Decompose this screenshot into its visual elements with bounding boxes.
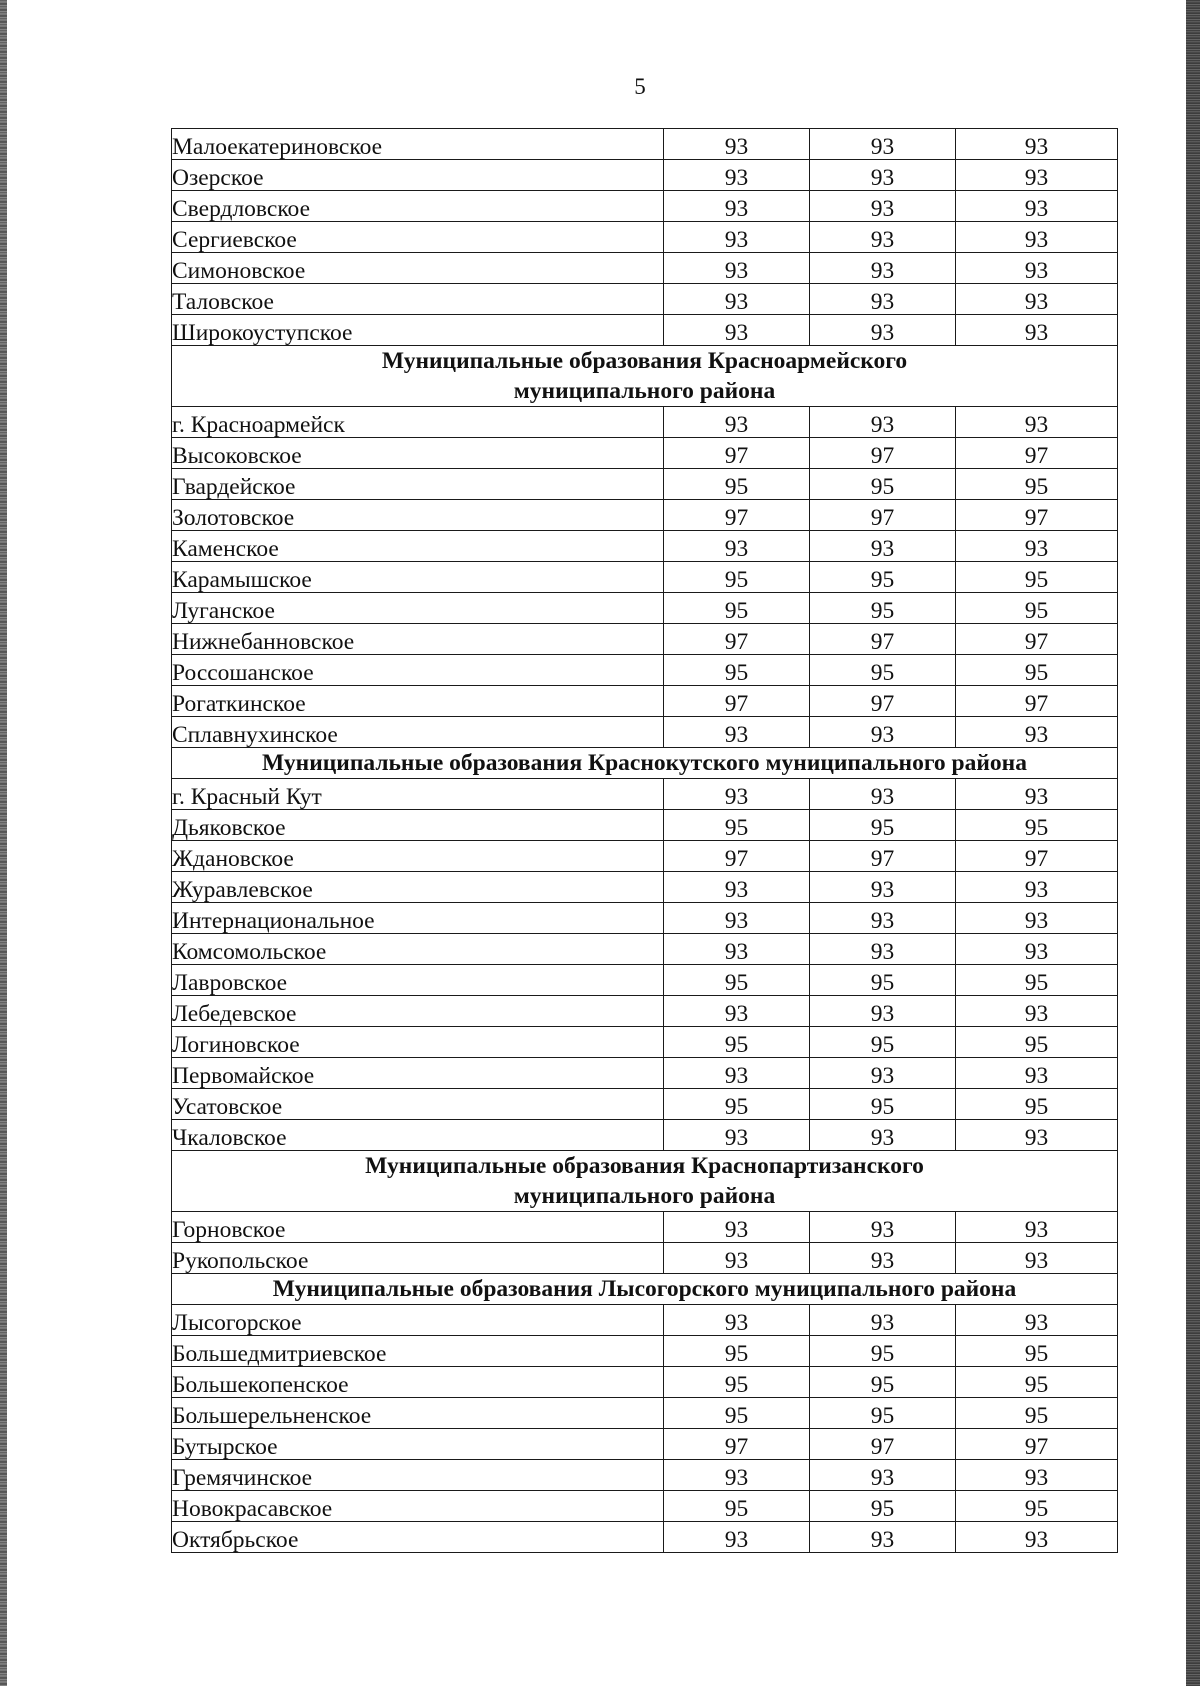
value-cell-3: 93 (956, 872, 1118, 903)
municipality-name-cell: Усатовское (172, 1089, 664, 1120)
value-cell-3: 93 (956, 1120, 1118, 1151)
value-cell-2: 97 (810, 624, 956, 655)
table-row (172, 1460, 1118, 1491)
value-cell-1: 93 (664, 222, 810, 253)
value-cell-3: 95 (956, 655, 1118, 686)
section-header-line: муниципального района (513, 378, 776, 404)
table-row (172, 222, 1118, 253)
municipality-name-cell: Россошанское (172, 655, 664, 686)
value-cell-1: 95 (664, 965, 810, 996)
value-cell-2: 95 (810, 562, 956, 593)
value-cell-2: 95 (810, 1089, 956, 1120)
municipality-name-cell: Таловское (172, 284, 664, 315)
value-cell-2: 93 (810, 253, 956, 284)
value-cell-2: 93 (810, 717, 956, 748)
municipality-name-cell: Ждановское (172, 841, 664, 872)
value-cell-1: 95 (664, 810, 810, 841)
value-cell-3: 95 (956, 593, 1118, 624)
table-row (172, 655, 1118, 686)
value-cell-1: 95 (664, 1398, 810, 1429)
table-row (172, 1522, 1118, 1553)
value-cell-2: 93 (810, 1120, 956, 1151)
table-row (172, 1089, 1118, 1120)
value-cell-2: 95 (810, 965, 956, 996)
municipality-name-cell: Карамышское (172, 562, 664, 593)
value-cell-3: 95 (956, 1027, 1118, 1058)
value-cell-3: 93 (956, 1305, 1118, 1336)
table-row (172, 1491, 1118, 1522)
table-row (172, 624, 1118, 655)
value-cell-2: 93 (810, 160, 956, 191)
table-row (172, 903, 1118, 934)
section-header-row (172, 748, 1118, 779)
value-cell-3: 95 (956, 562, 1118, 593)
value-cell-2: 95 (810, 1336, 956, 1367)
value-cell-3: 97 (956, 500, 1118, 531)
table-row (172, 810, 1118, 841)
value-cell-2: 93 (810, 1522, 956, 1553)
table-row (172, 686, 1118, 717)
municipality-name-cell: Первомайское (172, 1058, 664, 1089)
table-row (172, 593, 1118, 624)
municipality-name-cell: Широкоуступское (172, 315, 664, 346)
value-cell-3: 97 (956, 841, 1118, 872)
municipality-name-cell: Рогаткинское (172, 686, 664, 717)
value-cell-1: 93 (664, 315, 810, 346)
municipality-name-cell: Логиновское (172, 1027, 664, 1058)
municipality-name-cell: Журавлевское (172, 872, 664, 903)
value-cell-1: 93 (664, 903, 810, 934)
value-cell-2: 97 (810, 1429, 956, 1460)
section-header-row (172, 1274, 1118, 1305)
table-row (172, 284, 1118, 315)
table-row (172, 1243, 1118, 1274)
municipality-name-cell: Золотовское (172, 500, 664, 531)
value-cell-3: 95 (956, 965, 1118, 996)
value-cell-2: 93 (810, 191, 956, 222)
value-cell-1: 93 (664, 1460, 810, 1491)
municipality-name-cell: Сергиевское (172, 222, 664, 253)
value-cell-3: 93 (956, 315, 1118, 346)
section-header (172, 1274, 1118, 1305)
value-cell-1: 93 (664, 284, 810, 315)
table-row (172, 253, 1118, 284)
municipality-name-cell: г. Красноармейск (172, 407, 664, 438)
value-cell-3: 93 (956, 1058, 1118, 1089)
table-row (172, 407, 1118, 438)
value-cell-1: 93 (664, 253, 810, 284)
section-header (172, 346, 1118, 407)
table-row (172, 500, 1118, 531)
value-cell-3: 95 (956, 1089, 1118, 1120)
value-cell-1: 93 (664, 1522, 810, 1553)
value-cell-3: 95 (956, 1367, 1118, 1398)
municipality-name-cell: Каменское (172, 531, 664, 562)
value-cell-1: 95 (664, 1491, 810, 1522)
table-row (172, 1398, 1118, 1429)
value-cell-1: 93 (664, 1120, 810, 1151)
value-cell-1: 95 (664, 655, 810, 686)
value-cell-3: 95 (956, 810, 1118, 841)
municipality-name-cell: Сплавнухинское (172, 717, 664, 748)
value-cell-3: 93 (956, 717, 1118, 748)
municipal-table (171, 128, 1118, 1553)
value-cell-3: 93 (956, 1212, 1118, 1243)
section-header-row (172, 346, 1118, 407)
value-cell-1: 95 (664, 469, 810, 500)
table-row (172, 438, 1118, 469)
table-row (172, 469, 1118, 500)
table-row (172, 996, 1118, 1027)
municipality-name-cell: Комсомольское (172, 934, 664, 965)
table-row (172, 965, 1118, 996)
value-cell-2: 93 (810, 934, 956, 965)
value-cell-1: 93 (664, 996, 810, 1027)
value-cell-3: 97 (956, 438, 1118, 469)
table-row (172, 1367, 1118, 1398)
table-row (172, 1120, 1118, 1151)
section-header (172, 1151, 1118, 1212)
municipality-name-cell: Новокрасавское (172, 1491, 664, 1522)
value-cell-1: 93 (664, 934, 810, 965)
municipality-name-cell: Горновское (172, 1212, 664, 1243)
value-cell-1: 95 (664, 1336, 810, 1367)
municipality-name-cell: Бутырское (172, 1429, 664, 1460)
municipality-name-cell: Большедмитриевское (172, 1336, 664, 1367)
value-cell-2: 93 (810, 1058, 956, 1089)
value-cell-3: 93 (956, 934, 1118, 965)
value-cell-2: 93 (810, 315, 956, 346)
municipality-name-cell: Малоекатериновское (172, 129, 664, 160)
municipality-name-cell: Чкаловское (172, 1120, 664, 1151)
municipality-name-cell: Нижнебанновское (172, 624, 664, 655)
value-cell-3: 93 (956, 531, 1118, 562)
value-cell-1: 93 (664, 129, 810, 160)
value-cell-2: 93 (810, 284, 956, 315)
value-cell-2: 93 (810, 407, 956, 438)
municipality-name-cell: Октябрьское (172, 1522, 664, 1553)
value-cell-2: 95 (810, 1491, 956, 1522)
value-cell-2: 97 (810, 500, 956, 531)
table-row (172, 1429, 1118, 1460)
value-cell-2: 95 (810, 1367, 956, 1398)
scan-edge-left (0, 0, 7, 1686)
table-row (172, 717, 1118, 748)
value-cell-2: 95 (810, 655, 956, 686)
municipality-name-cell: Лысогорское (172, 1305, 664, 1336)
value-cell-2: 95 (810, 810, 956, 841)
value-cell-3: 93 (956, 1522, 1118, 1553)
value-cell-2: 93 (810, 129, 956, 160)
value-cell-2: 93 (810, 779, 956, 810)
municipality-name-cell: г. Красный Кут (172, 779, 664, 810)
value-cell-1: 93 (664, 1305, 810, 1336)
page-number: 5 (634, 74, 646, 99)
table-row (172, 1305, 1118, 1336)
value-cell-1: 93 (664, 407, 810, 438)
value-cell-1: 97 (664, 841, 810, 872)
value-cell-1: 93 (664, 1212, 810, 1243)
value-cell-3: 93 (956, 253, 1118, 284)
section-header-line: Муниципальные образования Краснокутского муниципального района (262, 750, 1027, 776)
municipality-name-cell: Симоновское (172, 253, 664, 284)
value-cell-2: 93 (810, 996, 956, 1027)
value-cell-2: 93 (810, 1212, 956, 1243)
value-cell-1: 95 (664, 1027, 810, 1058)
value-cell-1: 93 (664, 872, 810, 903)
municipality-name-cell: Дьяковское (172, 810, 664, 841)
table-row (172, 1336, 1118, 1367)
value-cell-3: 93 (956, 129, 1118, 160)
municipality-name-cell: Свердловское (172, 191, 664, 222)
value-cell-1: 95 (664, 593, 810, 624)
value-cell-3: 93 (956, 903, 1118, 934)
value-cell-2: 97 (810, 841, 956, 872)
table-row (172, 160, 1118, 191)
value-cell-1: 93 (664, 779, 810, 810)
value-cell-3: 97 (956, 1429, 1118, 1460)
value-cell-3: 93 (956, 1460, 1118, 1491)
value-cell-1: 95 (664, 1089, 810, 1120)
table-row (172, 1212, 1118, 1243)
value-cell-2: 93 (810, 1460, 956, 1491)
municipality-name-cell: Большерельненское (172, 1398, 664, 1429)
value-cell-3: 95 (956, 469, 1118, 500)
section-header (172, 748, 1118, 779)
table-row (172, 872, 1118, 903)
value-cell-2: 93 (810, 1305, 956, 1336)
table-row (172, 934, 1118, 965)
table-row (172, 779, 1118, 810)
value-cell-1: 93 (664, 1058, 810, 1089)
section-header-line: Муниципальные образования Лысогорского муниципального района (272, 1276, 1017, 1302)
table-row (172, 531, 1118, 562)
value-cell-3: 95 (956, 1491, 1118, 1522)
value-cell-2: 95 (810, 469, 956, 500)
value-cell-2: 95 (810, 1398, 956, 1429)
value-cell-3: 93 (956, 996, 1118, 1027)
value-cell-3: 95 (956, 1398, 1118, 1429)
value-cell-2: 93 (810, 872, 956, 903)
value-cell-2: 93 (810, 903, 956, 934)
value-cell-2: 93 (810, 531, 956, 562)
value-cell-3: 97 (956, 686, 1118, 717)
section-header-line: Муниципальные образования Краснопартизанского (365, 1153, 924, 1179)
value-cell-1: 93 (664, 717, 810, 748)
value-cell-1: 97 (664, 624, 810, 655)
value-cell-1: 93 (664, 191, 810, 222)
value-cell-3: 93 (956, 284, 1118, 315)
value-cell-1: 97 (664, 500, 810, 531)
municipality-name-cell: Гвардейское (172, 469, 664, 500)
value-cell-2: 95 (810, 593, 956, 624)
municipality-name-cell: Большекопенское (172, 1367, 664, 1398)
value-cell-2: 95 (810, 1027, 956, 1058)
value-cell-1: 93 (664, 1243, 810, 1274)
municipality-name-cell: Лавровское (172, 965, 664, 996)
municipality-name-cell: Луганское (172, 593, 664, 624)
value-cell-2: 93 (810, 1243, 956, 1274)
value-cell-3: 95 (956, 1336, 1118, 1367)
section-header-row (172, 1151, 1118, 1212)
table-row (172, 129, 1118, 160)
value-cell-2: 93 (810, 222, 956, 253)
value-cell-3: 93 (956, 191, 1118, 222)
municipality-name-cell: Гремячинское (172, 1460, 664, 1491)
municipality-name-cell: Лебедевское (172, 996, 664, 1027)
municipality-name-cell: Высоковское (172, 438, 664, 469)
value-cell-3: 93 (956, 407, 1118, 438)
value-cell-1: 97 (664, 438, 810, 469)
value-cell-1: 97 (664, 1429, 810, 1460)
value-cell-1: 93 (664, 160, 810, 191)
table-row (172, 191, 1118, 222)
section-header-line: Муниципальные образования Красноармейского (381, 348, 908, 374)
value-cell-2: 97 (810, 686, 956, 717)
table-row (172, 1027, 1118, 1058)
municipality-name-cell: Интернациональное (172, 903, 664, 934)
table-row (172, 562, 1118, 593)
value-cell-3: 93 (956, 1243, 1118, 1274)
municipality-name-cell: Рукопольское (172, 1243, 664, 1274)
table-body (172, 129, 1118, 1553)
table-row (172, 315, 1118, 346)
value-cell-3: 97 (956, 624, 1118, 655)
table-row (172, 1058, 1118, 1089)
value-cell-3: 93 (956, 222, 1118, 253)
scan-edge-right (1186, 0, 1200, 1686)
value-cell-2: 97 (810, 438, 956, 469)
value-cell-3: 93 (956, 160, 1118, 191)
value-cell-3: 93 (956, 779, 1118, 810)
municipality-name-cell: Озерское (172, 160, 664, 191)
value-cell-1: 95 (664, 562, 810, 593)
value-cell-1: 97 (664, 686, 810, 717)
section-header-line: муниципального района (513, 1183, 776, 1209)
value-cell-1: 95 (664, 1367, 810, 1398)
value-cell-1: 93 (664, 531, 810, 562)
table-row (172, 841, 1118, 872)
